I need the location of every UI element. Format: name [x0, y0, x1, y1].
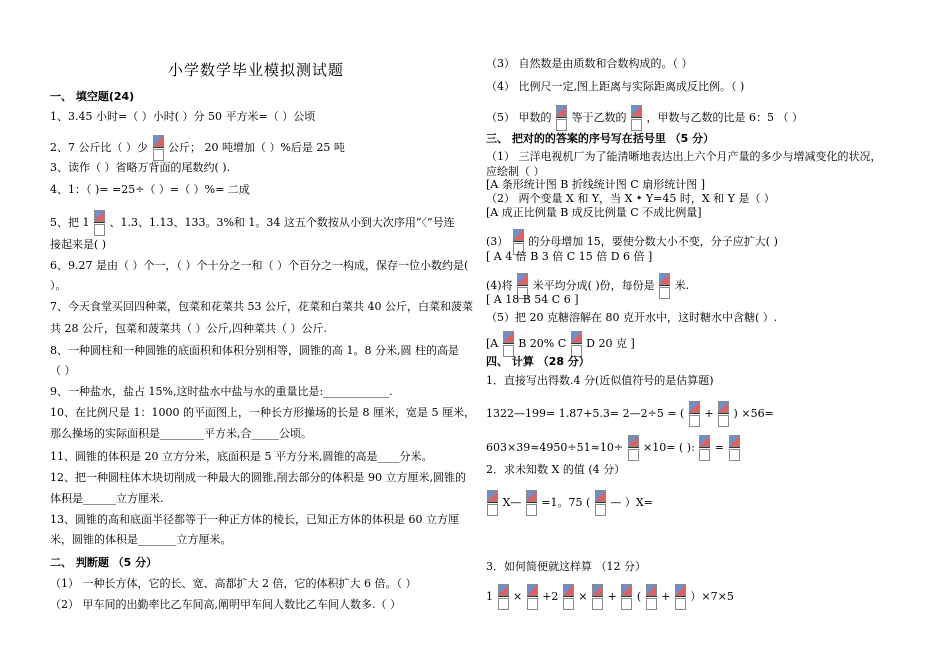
- fraction-figure: [659, 273, 670, 299]
- left-line: [50, 471, 466, 485]
- fraction-figure: [699, 435, 710, 461]
- line-text: （1） 一种长方体，它的长、宽、高都扩大 2 倍，它的体积扩大 6 倍。（ ）: [50, 577, 417, 590]
- line-text: (3）: [486, 235, 512, 248]
- right-line: [486, 250, 652, 264]
- right-line: [486, 293, 579, 307]
- line-text: 8、一种圆柱和一种圆锥的底面积和体积分别相等，圆锥的高 1。8 分米,圆 柱的高是: [50, 344, 459, 357]
- line-text: 603×39≈4950÷51≈10÷: [486, 441, 627, 454]
- line-text: — ）X=: [606, 496, 653, 509]
- fraction-figure: [571, 331, 582, 357]
- line-text: 13、圆锥的高和底面半径都等于一种正方体的棱长，已知正方体的体积是 60 立方厘: [50, 513, 459, 526]
- line-text: +: [604, 590, 621, 603]
- fraction-figure: [729, 435, 740, 461]
- line-text: ，甲数与乙数的比是 6：5 （ ）: [643, 111, 803, 124]
- left-line: [50, 385, 393, 399]
- fraction-figure: [498, 584, 509, 610]
- line-text: ）×7×5: [686, 590, 734, 603]
- left-line: [50, 533, 232, 547]
- right-line: [486, 311, 777, 325]
- line-text: （1） 三洋电视机厂为了能清晰地表达出上六个月产量的多少与增减变化的状况，: [486, 150, 882, 163]
- right-line: [486, 192, 775, 206]
- right-line: [486, 178, 705, 192]
- line-text: 10、在比例尺是 1：1000 的平面图上，一种长方形操场的长是 8 厘米，宽是 5 厘米，: [50, 406, 475, 419]
- left-line: [50, 406, 475, 420]
- line-text: （3） 自然数是由质数和合数构成的。（ ）: [486, 57, 693, 70]
- fraction-figure: [628, 435, 639, 461]
- line-text: 应绘制（ ）: [486, 165, 545, 178]
- right-line: [486, 206, 702, 220]
- fraction-figure: [646, 584, 657, 610]
- right-line: [486, 584, 734, 610]
- fraction-figure: [718, 401, 729, 427]
- line-text: (4)将: [486, 279, 517, 292]
- left-line: [50, 344, 459, 358]
- line-text: ×: [574, 590, 592, 603]
- line-text: （4） 比例尺一定,图上距离与实际距离成反比例。（ ): [486, 80, 745, 93]
- right-line: [486, 355, 590, 369]
- fraction-figure: [689, 401, 700, 427]
- line-text: [ A 18 B 54 C 6 ]: [486, 293, 579, 306]
- left-line: [50, 238, 106, 252]
- page-title: 小学数学毕业模拟测试题: [168, 61, 345, 79]
- line-text: ×: [509, 590, 526, 603]
- right-line: [486, 80, 744, 94]
- line-text: （2） 甲车间的出勤率比乙车间高,阐明甲车间人数比乙车间人数多.（ ）: [50, 598, 401, 611]
- line-text: 2．求未知数 X 的值 (4 分）: [486, 463, 626, 476]
- line-text: 那么操场的实际面积是________平方米,合_____公顷。: [50, 427, 312, 440]
- line-text: 一、 填空题(24): [50, 90, 135, 103]
- fraction-figure: [592, 584, 603, 610]
- line-text: 11、圆锥的体积是 20 立方分米，底面积是 5 平方分米,圆锥的高是____分米。: [50, 450, 433, 463]
- left-line: [50, 300, 473, 314]
- right-line: [486, 132, 714, 146]
- line-text: [A 条形统计图 B 折线统计图 C 扇形统计图 ]: [486, 178, 706, 191]
- line-text: （5） 甲数的: [486, 111, 555, 124]
- left-line: [50, 110, 315, 124]
- right-line: [486, 560, 646, 574]
- line-text: ) ×56=: [730, 407, 774, 420]
- line-text: 3．如何简便就这样算 （12 分）: [486, 560, 646, 573]
- right-line: [486, 331, 635, 357]
- left-line: [50, 90, 134, 104]
- left-line: [50, 322, 327, 336]
- line-text: =1。75 (: [537, 496, 594, 509]
- right-line: [486, 463, 625, 477]
- line-text: 的分母增加 15，要使分数大小不变，分子应扩大( ): [524, 235, 778, 248]
- left-line: [50, 450, 432, 464]
- right-line: [486, 150, 882, 164]
- line-text: 二、 判断题 （5 分）: [50, 556, 158, 569]
- fraction-figure: [503, 331, 514, 357]
- left-line: [50, 364, 76, 378]
- fraction-figure: [563, 584, 574, 610]
- line-text: 四、 计算 （28 分）: [486, 355, 590, 368]
- line-text: 2、7 公斤比（ ）少: [50, 141, 152, 154]
- line-text: 9、一种盐水，盐占 15%,这时盐水中盐与水的重量比是:____________.: [50, 385, 393, 398]
- fraction-figure: [556, 105, 567, 131]
- left-line: [50, 598, 401, 612]
- line-text: B 20% C: [514, 337, 570, 350]
- left-line: [50, 556, 157, 570]
- line-text: =: [711, 441, 728, 454]
- left-line: [50, 259, 468, 273]
- line-text: 共 28 公斤，包菜和菠菜共（ ）公斤,四种菜共（ ）公斤.: [50, 322, 327, 335]
- left-line: [50, 279, 67, 293]
- left-line: [50, 210, 455, 236]
- fraction-figure: [526, 490, 537, 516]
- line-text: ×10= ( ):: [639, 441, 699, 454]
- fraction-figure: [153, 135, 164, 161]
- line-text: 1、3.45 小时=（ ）小时( ）分 50 平方米=（ ）公顷: [50, 110, 316, 123]
- line-text: 12、把一种圆柱体木块切削成一种最大的圆锥,削去部分的体积是 90 立方厘米,圆锥的: [50, 471, 466, 484]
- line-text: ）。: [50, 279, 67, 292]
- right-line: [486, 105, 803, 131]
- right-line: [486, 490, 653, 516]
- line-text: 等于乙数的: [568, 111, 630, 124]
- right-line: [486, 374, 714, 388]
- line-text: 5、把 1: [50, 216, 93, 229]
- left-line: [50, 577, 416, 591]
- line-text: （2） 两个变量 X 和 Y，当 X • Y=45 时，X 和 Y 是（ ）: [486, 192, 775, 205]
- line-text: 接起来是( ): [50, 238, 107, 251]
- fraction-figure: [621, 584, 632, 610]
- line-text: 米.: [671, 279, 690, 292]
- line-text: （5）把 20 克糖溶解在 80 克开水中，这时糖水中含糖( ）.: [486, 311, 778, 324]
- line-text: 7、今天食堂买回四种菜，包菜和花菜共 53 公斤，花菜和白菜共 40 公斤，白菜和菠菜: [50, 300, 473, 313]
- line-text: （ ）: [50, 364, 76, 377]
- line-text: D 20 克 ]: [582, 337, 635, 350]
- fraction-figure: [94, 210, 105, 236]
- fraction-figure: [527, 584, 538, 610]
- line-text: (: [633, 590, 645, 603]
- line-text: X—: [499, 496, 525, 509]
- line-text: [A 成正比例量 B 成反比例量 C 不成比例量]: [486, 206, 702, 219]
- right-line: [486, 401, 774, 427]
- line-text: +2: [538, 590, 562, 603]
- line-text: 1．直接写出得数.4 分(近似值符号的是估算题): [486, 374, 714, 387]
- line-text: 、1.3、1.13、133。3%和 1。34 这五个数按从小到大次序用“〈”号连: [106, 216, 455, 229]
- line-text: 1: [486, 590, 497, 603]
- left-line: [50, 492, 164, 506]
- left-line: [50, 183, 250, 197]
- left-line: [50, 161, 230, 175]
- line-text: 米，圆锥的体积是_______立方厘米。: [50, 533, 232, 546]
- line-text: 3、读作（ ）省略万背面的尾数约( ).: [50, 161, 231, 174]
- fraction-figure: [487, 490, 498, 516]
- line-text: 三、 把对的的答案的序号写在括号里 （5 分）: [486, 132, 715, 145]
- left-line: [50, 135, 345, 161]
- line-text: 4、1：（ )= =25÷（ ）=（ ）%= 二成: [50, 183, 250, 196]
- line-text: +: [700, 407, 718, 420]
- right-line: [486, 57, 693, 71]
- line-text: [ A 4 倍 B 3 倍 C 15 倍 D 6 倍 ]: [486, 250, 653, 263]
- fraction-figure: [675, 584, 686, 610]
- fraction-figure: [631, 105, 642, 131]
- left-line: [50, 513, 459, 527]
- line-text: +: [657, 590, 674, 603]
- line-text: 体积是______立方厘米.: [50, 492, 164, 505]
- line-text: 6、9.27 是由（ ）个一，（ ）个十分之一和（ ）个百分之一构成，保存一位小数约是(: [50, 259, 469, 272]
- line-text: 1322—199= 1.87+5.3= 2—2÷5 = (: [486, 407, 688, 420]
- right-line: [486, 435, 741, 461]
- line-text: 米平均分成( )份，每份是: [529, 279, 659, 292]
- line-text: 公斤； 20 吨增加（ ）%后是 25 吨: [164, 141, 345, 154]
- right-line: [486, 165, 545, 179]
- left-line: [50, 427, 312, 441]
- line-text: [A: [486, 337, 502, 350]
- fraction-figure: [595, 490, 606, 516]
